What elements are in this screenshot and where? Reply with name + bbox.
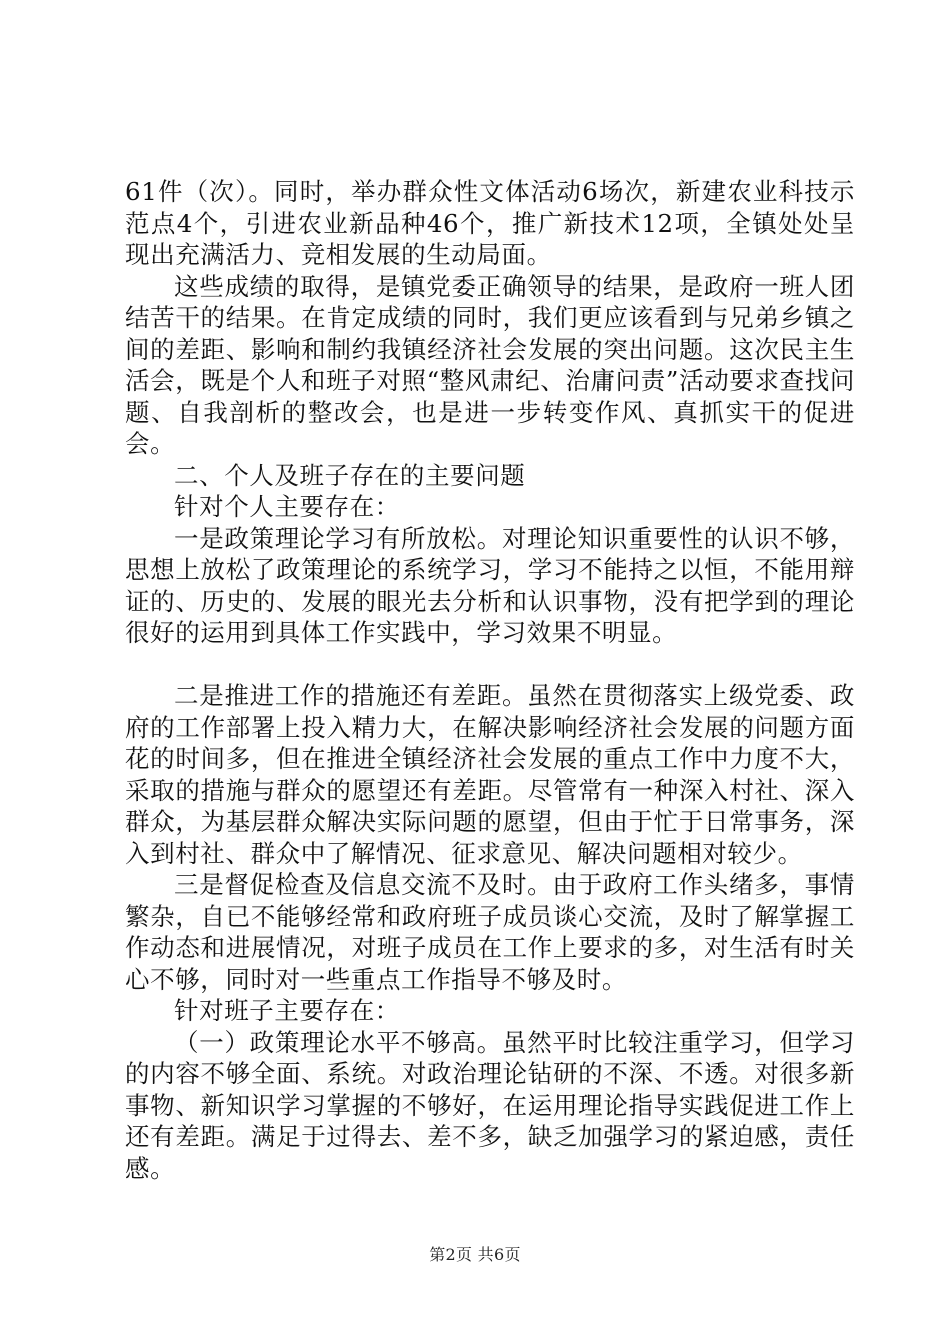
paragraph-continuation: 61件（次）。同时，举办群众性文体活动6场次，新建农业科技示范点4个，引进农业新品种46个，推广新技术12项，全镇处处呈现出充满活力、竞相发展的生动局面。 [125, 177, 855, 269]
paragraph-personal-problem-1: 一是政策理论学习有所放松。对理论知识重要性的认识不够，思想上放松了政策理论的系统学习，学习不能持之以恒，不能用辩证的、历史的、发展的眼光去分析和认识事物，没有把学到的理论很好的运用到具体工作实践中，学习效果不明显。 [125, 523, 855, 647]
paragraph-personal-problem-2: 二是推进工作的措施还有差距。虽然在贯彻落实上级党委、政府的工作部署上投入精力大，在解决影响经济社会发展的问题方面花的时间多，但在推进全镇经济社会发展的重点工作中力度不大，采取的措施与群众的愿望还有差距。尽管常有一种深入村社、深入群众，为基层群众解决实际问题的愿望，但由于忙于日常事务，深入到村社、群众中了解情况、征求意见、解决问题相对较少。 [125, 681, 855, 868]
document-body [125, 176, 855, 1184]
section-heading-main-problems: 二、个人及班子存在的主要问题 [174, 460, 526, 490]
subheading-personal-problems: 针对个人主要存在： [174, 492, 400, 521]
page-number-footer: 第2页 共6页 [429, 1245, 521, 1264]
subheading-team-problems: 针对班子主要存在： [174, 996, 400, 1025]
paragraph-personal-problem-3: 三是督促检查及信息交流不及时。由于政府工作头绪多，事情繁杂，自已不能够经常和政府班子成员谈心交流，及时了解掌握工作动态和进展情况，对班子成员在工作上要求的多，对生活有时关心不够，同时对一些重点工作指导不够及时。 [125, 870, 855, 994]
paragraph-team-problem-1: （一）政策理论水平不够高。虽然平时比较注重学习，但学习的内容不够全面、系统。对政治理论钻研的不深、不透。对很多新事物、新知识学习掌握的不够好，在运用理论指导实践促进工作上还有差距。满足于过得去、差不多，缺乏加强学习的紧迫感，责任感。 [125, 1027, 855, 1183]
paragraph-achievements: 这些成绩的取得，是镇党委正确领导的结果，是政府一班人团结苦干的结果。在肯定成绩的同时，我们更应该看到与兄弟乡镇之间的差距、影响和制约我镇经济社会发展的突出问题。这次民主生活会，既是个人和班子对照“整风肃纪、治庸问责”活动要求查找问题、自我剖析的整改会，也是进一步转变作风、真抓实干的促进会。 [125, 271, 855, 458]
